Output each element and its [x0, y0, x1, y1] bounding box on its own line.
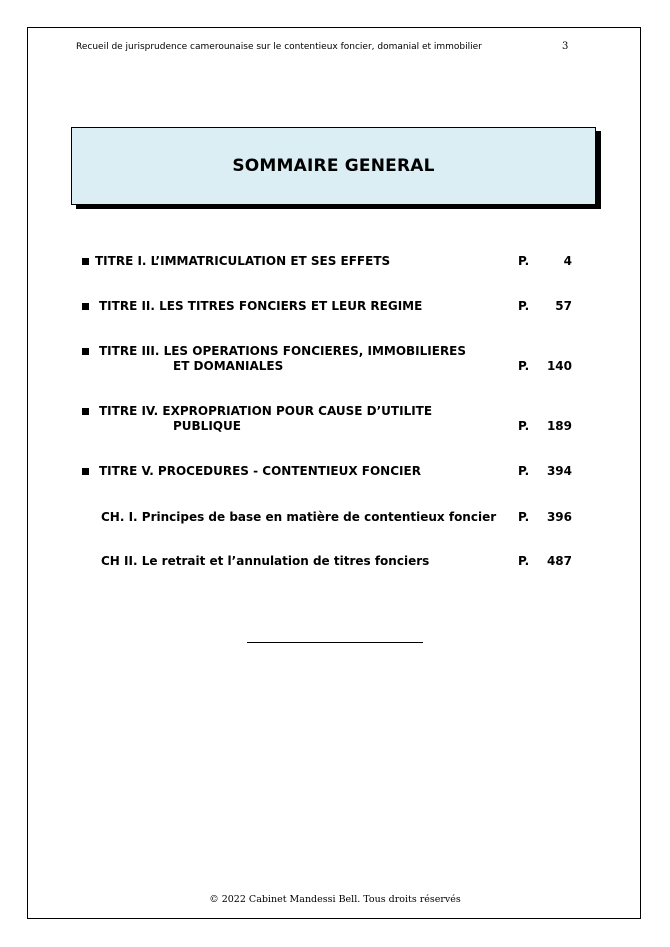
- title-box: [71, 127, 596, 205]
- square-bullet-icon: [82, 258, 89, 265]
- toc-page-prefix: P.: [518, 510, 530, 524]
- toc-page-prefix: P.: [518, 299, 530, 313]
- separator-rule: [247, 642, 423, 643]
- square-bullet-icon: [82, 348, 89, 355]
- toc-page-number: 57: [555, 299, 572, 313]
- square-bullet-icon: [82, 303, 89, 310]
- toc-page-number: 4: [563, 254, 572, 268]
- toc-page-number: 487: [546, 554, 572, 568]
- toc-page-prefix: P.: [518, 464, 530, 478]
- toc-page-number: 394: [546, 464, 572, 478]
- toc-entry-label-continuation: ET DOMANIALES: [173, 359, 284, 373]
- toc-entry-label-continuation: PUBLIQUE: [173, 419, 241, 433]
- square-bullet-icon: [82, 408, 89, 415]
- running-header: [76, 41, 576, 53]
- toc-entry-label: TITRE V. PROCEDURES - CONTENTIEUX FONCIER: [99, 464, 421, 478]
- toc-entry-label: TITRE III. LES OPERATIONS FONCIERES, IMMOBILIERES: [99, 344, 467, 358]
- toc-entry-label: TITRE II. LES TITRES FONCIERS ET LEUR REGIME: [99, 299, 423, 313]
- toc-subchapter-label: CH. I. Principes de base en matière de contentieux foncier: [101, 510, 497, 524]
- toc-entry-label: TITRE IV. EXPROPRIATION POUR CAUSE D’UTILITE: [99, 404, 433, 418]
- toc-page-prefix: P.: [518, 254, 530, 268]
- toc-page-prefix: P.: [518, 359, 530, 373]
- toc-page-number: 189: [546, 419, 572, 433]
- page-title: SOMMAIRE GENERAL: [232, 156, 435, 176]
- running-header-title: Recueil de jurisprudence camerounaise sur le contentieux foncier, domanial et immobilier: [76, 42, 482, 52]
- toc-page-prefix: P.: [518, 554, 530, 568]
- toc-subchapter-label: CH II. Le retrait et l’annulation de titres fonciers: [101, 554, 430, 568]
- toc-page-number: 140: [546, 359, 572, 373]
- toc-page-prefix: P.: [518, 419, 530, 433]
- square-bullet-icon: [82, 468, 89, 475]
- toc-page-number: 396: [546, 510, 572, 524]
- header-page-number: 3: [562, 41, 569, 52]
- toc-entry-label: TITRE I. L’IMMATRICULATION ET SES EFFETS: [95, 254, 391, 268]
- copyright-footer: © 2022 Cabinet Mandessi Bell. Tous droits réservés: [209, 894, 461, 905]
